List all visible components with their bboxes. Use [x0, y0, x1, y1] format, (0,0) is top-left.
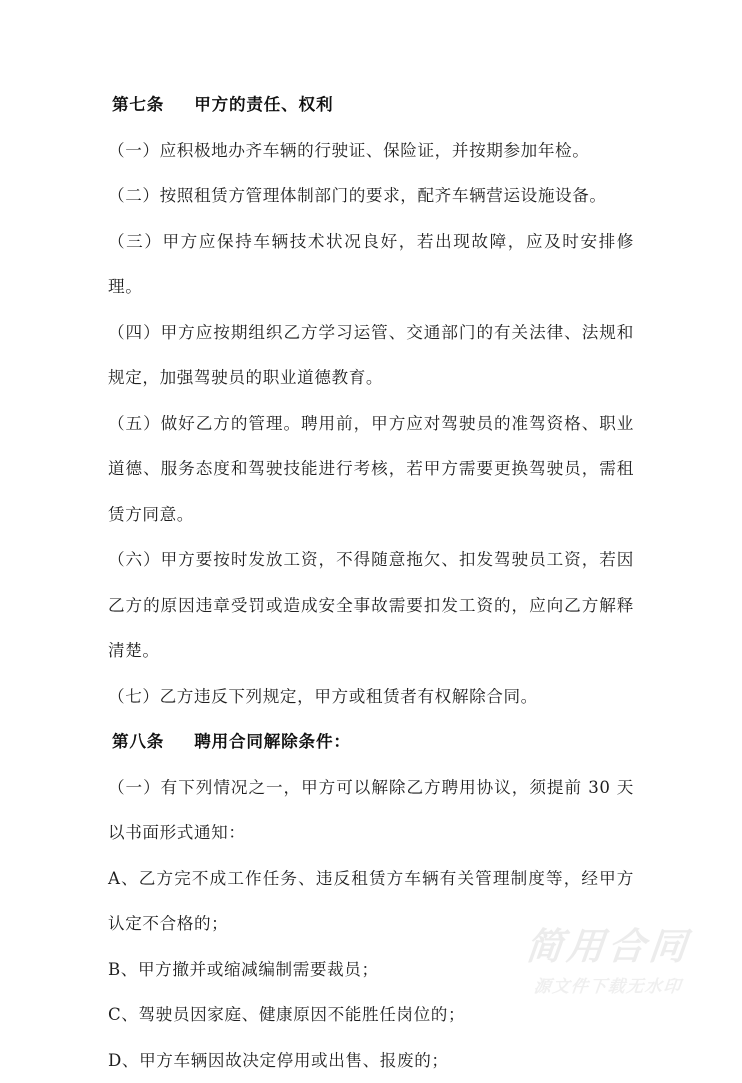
section-heading-article-8-title: 聘用合同解除条件： — [194, 731, 351, 751]
section-heading-article-7-title: 甲方的责任、权利 — [194, 94, 333, 114]
clause-7-6: （六）甲方要按时发放工资，不得随意拖欠、扣发驾驶员工资，若因乙方的原因违章受罚或造成安全事故需要扣发工资的，应向乙方解释清楚。 — [108, 537, 634, 674]
clause-7-4: （四）甲方应按期组织乙方学习运管、交通部门的有关法律、法规和规定，加强驾驶员的职业道德教育。 — [108, 310, 634, 401]
section-heading-article-8 — [108, 719, 634, 765]
document-body — [108, 82, 634, 1083]
clause-8-1-a: A、乙方完不成工作任务、违反租赁方车辆有关管理制度等，经甲方认定不合格的； — [108, 856, 634, 947]
clause-7-3: （三）甲方应保持车辆技术状况良好，若出现故障，应及时安排修理。 — [108, 219, 634, 310]
watermark-title: 简用合同 — [490, 927, 726, 967]
clause-8-1-d: D、甲方车辆因故决定停用或出售、报废的； — [108, 1038, 634, 1083]
clause-8-1: （一）有下列情况之一，甲方可以解除乙方聘用协议，须提前 30 天以书面形式通知： — [108, 765, 634, 856]
watermark-subtitle: 源文件下载无水印 — [491, 972, 726, 997]
clause-7-5: （五）做好乙方的管理。聘用前，甲方应对驾驶员的准驾资格、职业道德、服务态度和驾驶技能进行考核，若甲方需要更换驾驶员，需租赁方同意。 — [108, 401, 634, 538]
section-heading-article-7 — [108, 82, 634, 128]
clause-7-7: （七）乙方违反下列规定，甲方或租赁者有权解除合同。 — [108, 674, 634, 720]
section-heading-article-8-label: 第八条 — [112, 731, 164, 751]
clause-7-2: （二）按照租赁方管理体制部门的要求，配齐车辆营运设施设备。 — [108, 173, 634, 219]
clause-8-1-b: B、甲方撤并或缩减编制需要裁员； — [108, 947, 634, 993]
clause-8-1-c: C、驾驶员因家庭、健康原因不能胜任岗位的； — [108, 992, 634, 1038]
section-heading-article-7-label: 第七条 — [112, 94, 164, 114]
clause-7-1: （一）应积极地办齐车辆的行驶证、保险证，并按期参加年检。 — [108, 128, 634, 174]
